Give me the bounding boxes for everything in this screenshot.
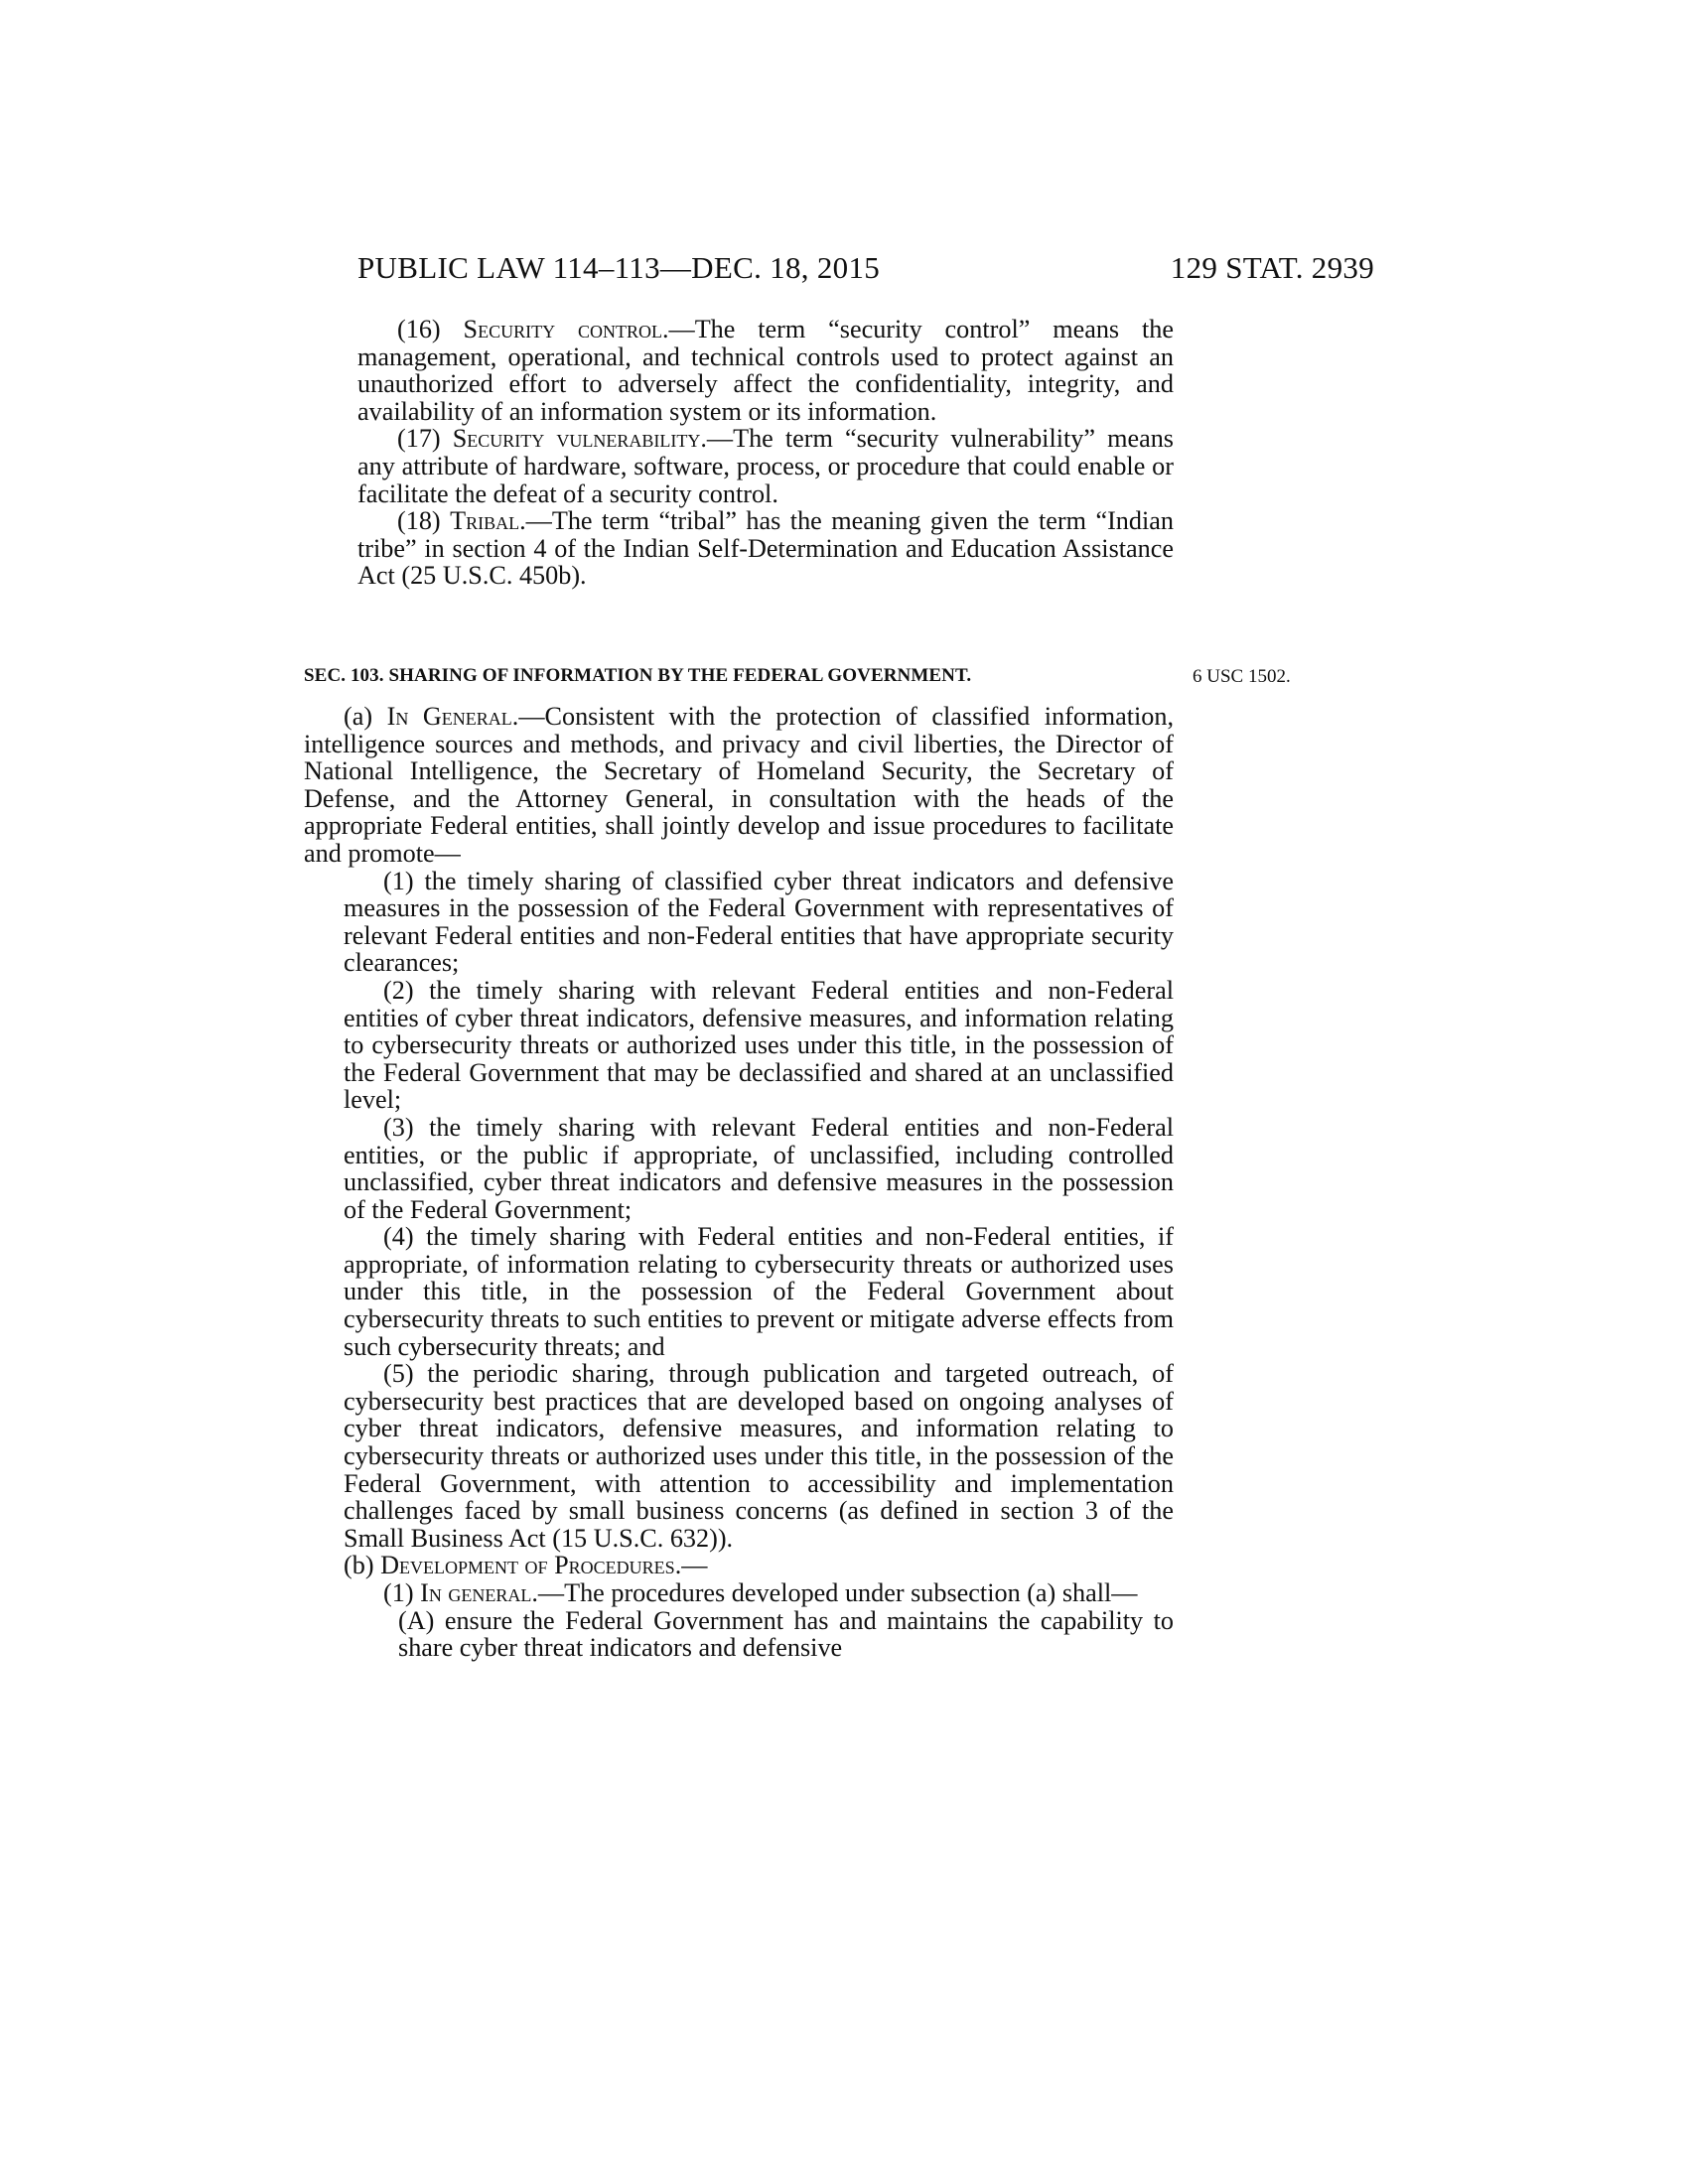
definition-text: .—The term “security control” means the management, operational, and technical controls used to protect against an unauthorized effort to adversely affect the confidentiality, integrity, and availability of an information system or its information. <box>357 315 1174 426</box>
definition-18 <box>357 507 1174 590</box>
subsection-a <box>304 703 1174 868</box>
paragraph-a4: (4) the timely sharing with Federal entities and non-Federal entities, if appropriate, of information relating to cybersecurity threats or authorized uses under this title, in the possession of the Federal Government about cybersecurity threats to such entities to prevent or mitigate adverse effects from such cybersecurity threats; and <box>344 1222 1174 1361</box>
subsection-title: In General <box>386 702 512 731</box>
section-body <box>304 703 1174 1662</box>
subsection-dash: .— <box>674 1551 708 1580</box>
usc-margin-note: 6 USC 1502. <box>1193 666 1291 687</box>
definition-term: Security control <box>463 315 662 343</box>
paragraph-a1: (1) the timely sharing of classified cyber threat indicators and defensive measures in the possession of the Federal Government with representatives of relevant Federal entities and non-Federal entities that have appropriate security clearances; <box>344 866 1174 978</box>
definition-text: .—The term “tribal” has the meaning given the term “Indian tribe” in section 4 of the Indian Self-Determination and Education Assistance Act (25 U.S.C. 450b). <box>357 506 1174 591</box>
subparagraph-b1-A: (A) ensure the Federal Government has and maintains the capability to share cyber threat indicators and defensive <box>398 1605 1174 1663</box>
definition-number: (17) <box>397 424 453 454</box>
subsection-text: .—Consistent with the protection of classified information, intelligence sources and methods, and privacy and civil liberties, the Director of National Intelligence, the Secretary of Homeland Security, the Secretary of Defense, and the Attorney General, in consultation with the heads of the appropriate Federal entities, shall jointly develop and issue procedures to facilitate and promote— <box>304 702 1174 868</box>
paragraph-a3: (3) the timely sharing with relevant Federal entities and non-Federal entities, or the public if appropriate, of unclassified, including controlled unclassified, cyber threat indicators and defensive measures in the possession of the Federal Government; <box>344 1112 1174 1224</box>
definition-16 <box>357 316 1174 425</box>
subsection-title: Development of Procedures <box>380 1551 675 1580</box>
section-heading: SEC. 103. SHARING OF INFORMATION BY THE FEDERAL GOVERNMENT. <box>304 665 972 686</box>
running-head-law: PUBLIC LAW 114–113—DEC. 18, 2015 <box>357 250 881 285</box>
paragraph-text: .—The procedures developed under subsection (a) shall— <box>531 1578 1138 1607</box>
definitions-block <box>357 316 1174 590</box>
paragraph-a2: (2) the timely sharing with relevant Federal entities and non-Federal entities of cyber threat indicators, defensive measures, and information relating to cybersecurity threats or authorized uses under this title, in the possession of the Federal Government that may be declassified and shared at an unclassified level; <box>344 975 1174 1115</box>
statute-page-number: 129 STAT. 2939 <box>1170 250 1374 285</box>
page-header <box>357 250 1374 290</box>
definition-17 <box>357 425 1174 507</box>
definition-text: .—The term “security vulnerability” means any attribute of hardware, software, process, or procedure that could enable or facilitate the defeat of a security control. <box>357 424 1174 508</box>
subsection-b <box>304 1552 1174 1579</box>
subsection-number: (b) <box>344 1551 381 1580</box>
paragraph-title: In general <box>420 1578 532 1607</box>
paragraph-a5: (5) the periodic sharing, through publication and targeted outreach, of cybersecurity best practices that are developed based on ongoing analyses of cyber threat indicators, defensive measures, and information relating to cybersecurity threats or authorized uses under this title, in the possession of the Federal Government, with attention to accessibility and implementation challenges faced by small business concerns (as defined in section 3 of the Small Business Act (15 U.S.C. 632)). <box>344 1359 1174 1553</box>
subsection-number: (a) <box>344 702 387 731</box>
definition-term: Security vulnerability <box>452 424 701 454</box>
definition-number: (16) <box>397 315 464 343</box>
paragraph-number: (1) <box>383 1578 421 1607</box>
definition-number: (18) <box>397 506 451 536</box>
definition-term: Tribal <box>450 506 520 536</box>
paragraph-b1 <box>304 1579 1174 1607</box>
